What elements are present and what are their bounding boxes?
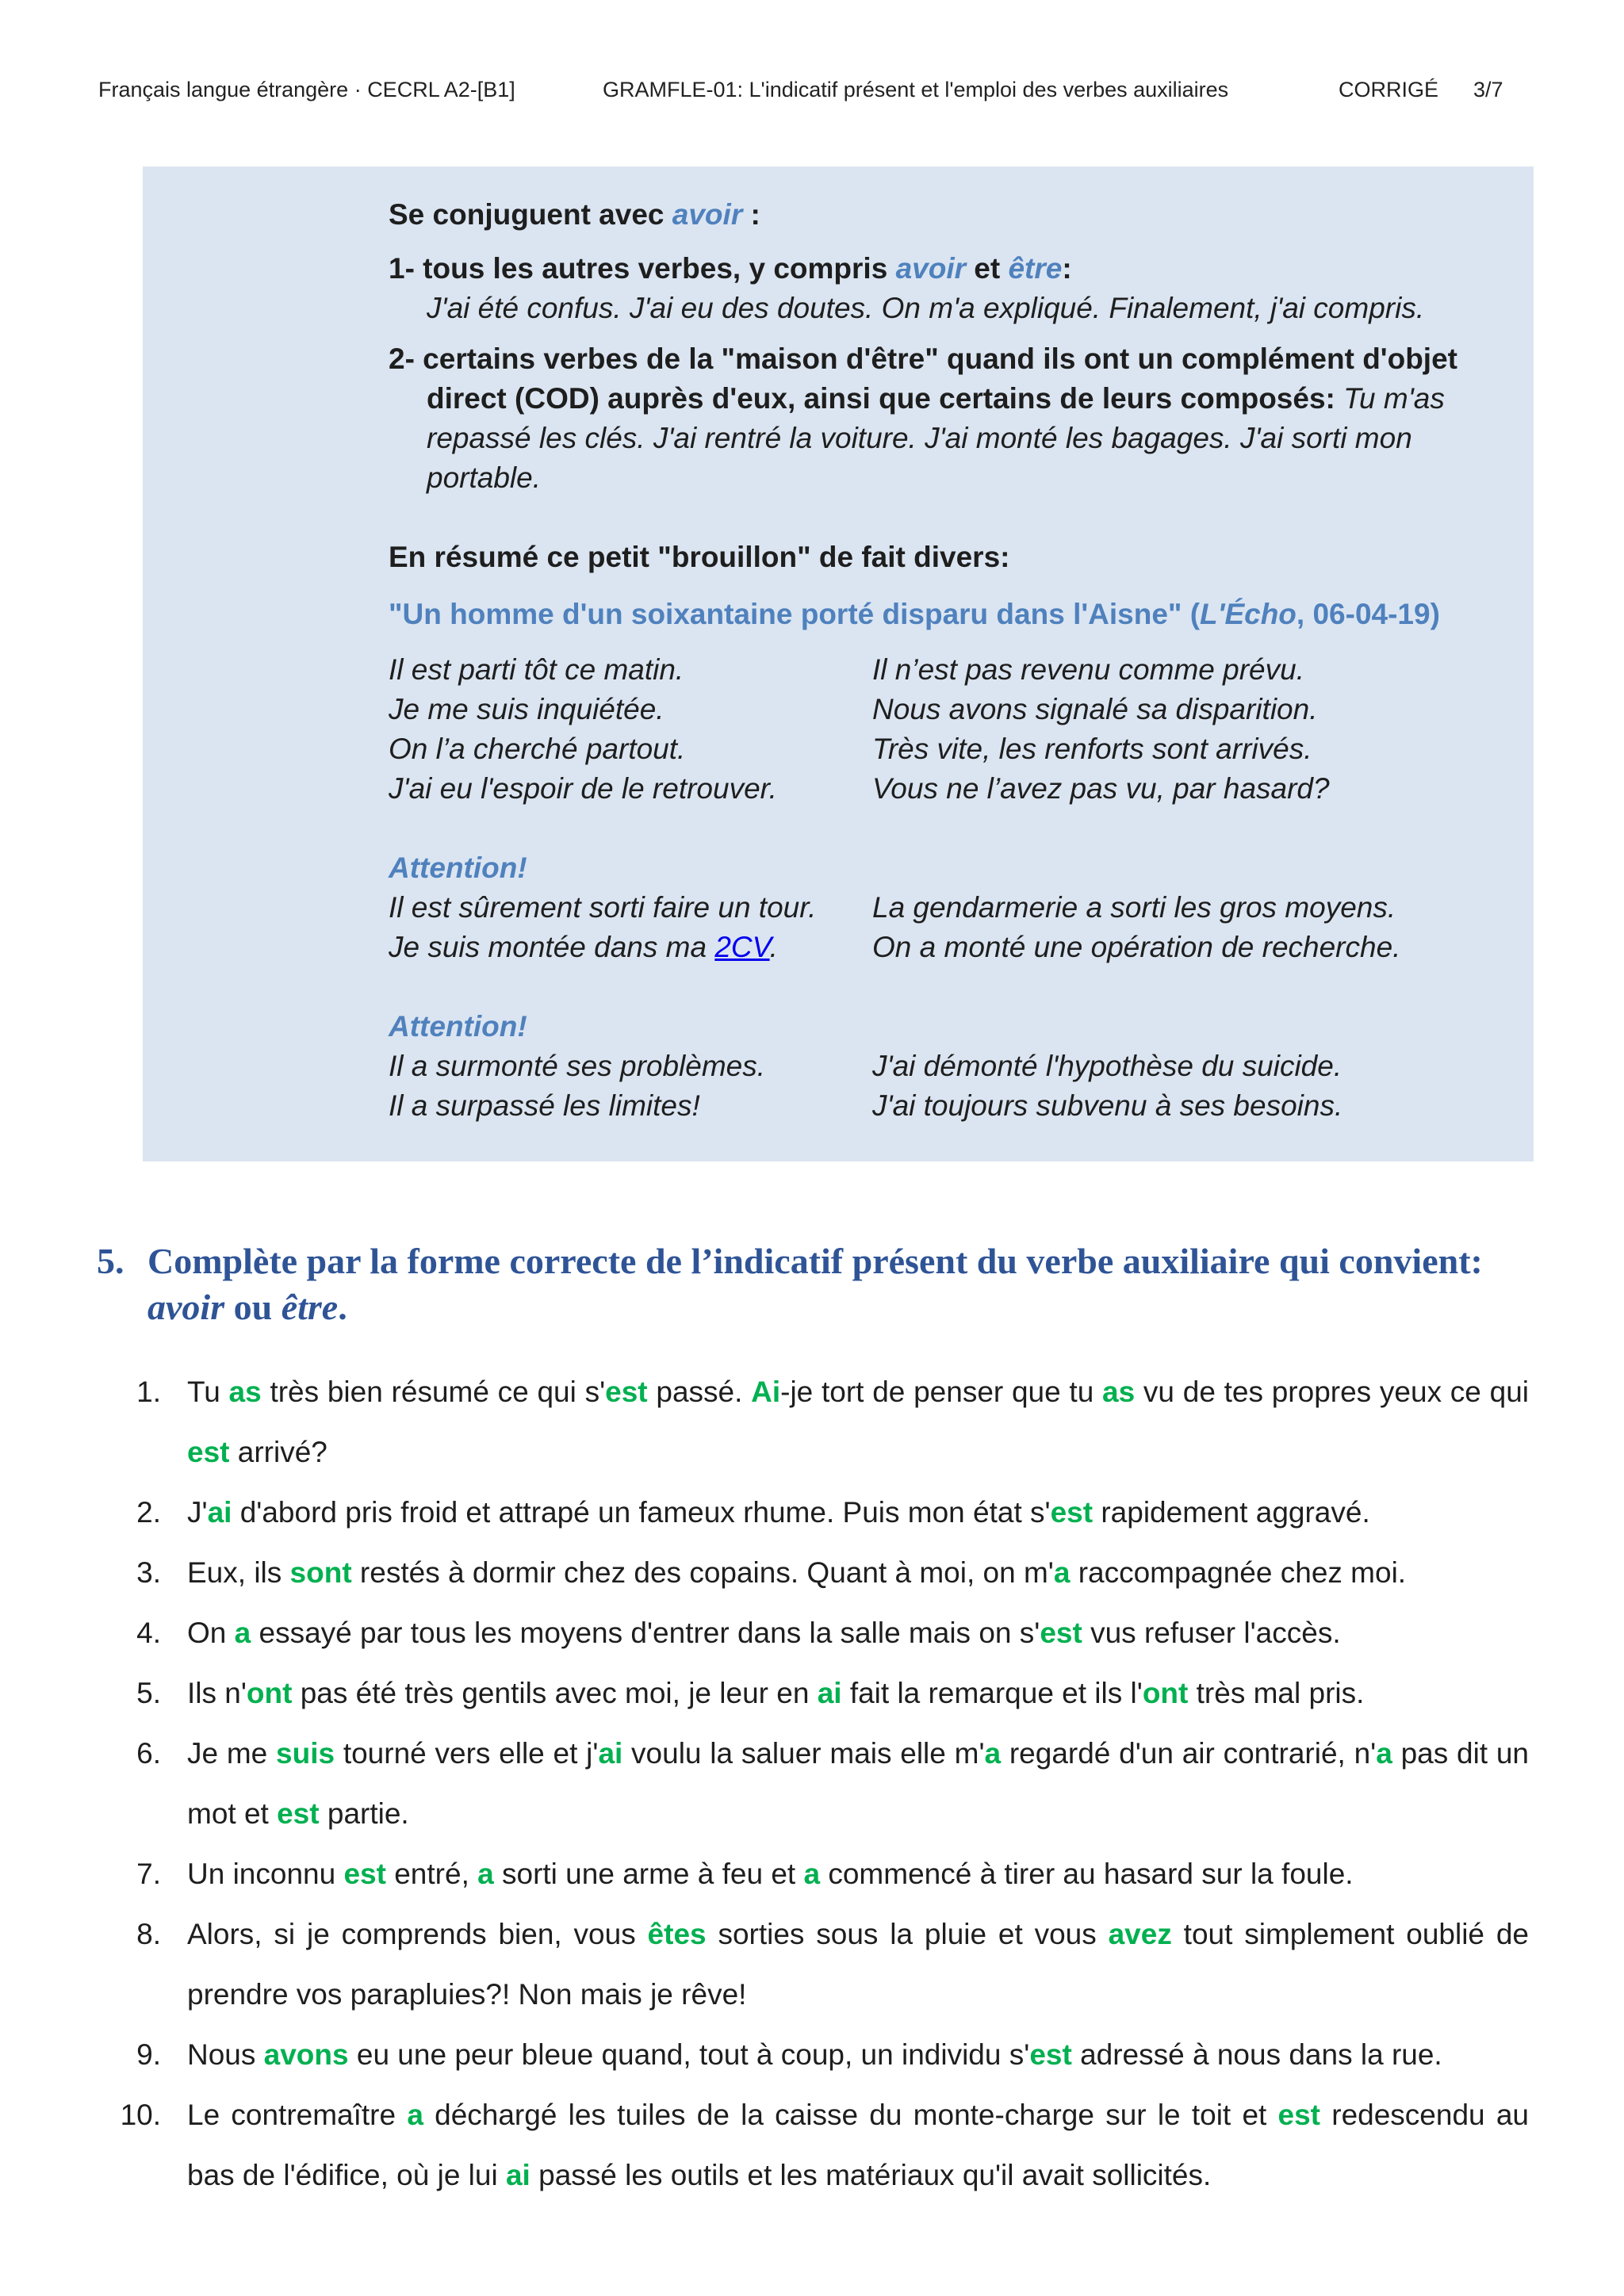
- story-right: Vous ne l’avez pas vu, par hasard?: [872, 772, 1330, 805]
- item-text: d'abord pris froid et attrapé un fameux rhume. Puis mon état s': [232, 1496, 1051, 1529]
- story-right: Il n’est pas revenu comme prévu.: [872, 653, 1304, 686]
- answer-auxiliary: sont: [289, 1556, 352, 1589]
- story-row: [389, 690, 1499, 729]
- rule1-avoir: avoir: [895, 252, 966, 285]
- rule1-etre: être: [1008, 252, 1063, 285]
- exercise-item: [0, 1603, 1624, 1663]
- answer-auxiliary: est: [1277, 2099, 1321, 2131]
- item-number: 2.: [136, 1496, 161, 1529]
- item-text: sorti une arme à feu et: [493, 1858, 804, 1890]
- item-number: 3.: [136, 1556, 161, 1589]
- item-text: pas été très gentils avec moi, je leur en: [292, 1677, 818, 1709]
- rule2-bold: direct (COD) auprès d'eux, ainsi que certains de leurs composés:: [427, 382, 1335, 415]
- item-number: 4.: [136, 1617, 161, 1649]
- heading-verb: avoir: [672, 198, 743, 231]
- answer-auxiliary: a: [1376, 1737, 1392, 1770]
- answer-auxiliary: ai: [598, 1737, 623, 1770]
- item-text: eu une peur bleue quand, tout à coup, un individu s': [348, 2038, 1030, 2071]
- item-text: J': [187, 1496, 208, 1529]
- spacer: [389, 498, 1499, 538]
- attention-right: On a monté une opération de recherche.: [872, 931, 1401, 963]
- story-row: [389, 769, 1499, 809]
- exercise-item: [0, 1543, 1624, 1603]
- 2cv-link[interactable]: 2CV: [714, 931, 770, 963]
- heading-colon: :: [742, 198, 760, 231]
- item-text: adressé à nous dans la rue.: [1071, 2038, 1442, 2071]
- rule2-example-start: Tu m'as: [1335, 382, 1445, 415]
- answer-auxiliary: as: [228, 1376, 262, 1408]
- item-number: 6.: [136, 1737, 161, 1770]
- rule1-and: et: [966, 252, 1009, 285]
- answer-auxiliary: ai: [817, 1677, 842, 1709]
- item-text: Ils n': [187, 1677, 247, 1709]
- item-text: tout simplement oublié de prendre vos parapluies?! Non mais je rêve!: [187, 1918, 1529, 2011]
- story-right: Nous avons signalé sa disparition.: [872, 693, 1318, 725]
- answer-auxiliary: a: [984, 1737, 1002, 1770]
- story-left: On l’a cherché partout.: [389, 733, 686, 765]
- answer-auxiliary: a: [803, 1858, 821, 1890]
- item-text: vu de tes propres yeux ce qui: [1135, 1376, 1529, 1408]
- exercise-title-etre: être: [281, 1287, 339, 1327]
- item-text: sorties sous la pluie et vous: [706, 1918, 1109, 1950]
- item-text: Nous: [187, 2038, 264, 2071]
- box-heading: [389, 195, 1499, 235]
- attention-left: Il a surmonté ses problèmes.: [389, 1050, 766, 1082]
- item-text: Le contremaître: [187, 2099, 408, 2131]
- item-text: restés à dormir chez des copains. Quant à moi, on m': [351, 1556, 1054, 1589]
- item-text: Tu: [187, 1376, 229, 1408]
- answer-auxiliary: est: [1050, 1496, 1094, 1529]
- item-text: partie.: [319, 1797, 409, 1830]
- item-text: Eux, ils: [187, 1556, 290, 1589]
- item-text: très bien résumé ce qui s': [261, 1376, 606, 1408]
- answer-auxiliary: est: [343, 1858, 386, 1890]
- item-text: très mal pris.: [1188, 1677, 1365, 1709]
- item-text: rapidement aggravé.: [1093, 1496, 1370, 1529]
- item-text: entré,: [385, 1858, 478, 1890]
- answer-auxiliary: a: [234, 1617, 251, 1649]
- exercise-title-avoir: avoir: [147, 1287, 225, 1327]
- item-text: voulu la saluer mais elle m': [622, 1737, 985, 1770]
- article-date: , 06-04-19): [1296, 598, 1440, 630]
- exercise-item: [0, 1724, 1624, 1844]
- item-text: Je me: [187, 1737, 277, 1770]
- rule-2-line-1: 2- certains verbes de la "maison d'être" quand ils ont un complément d'objet: [389, 342, 1457, 375]
- attention-right: La gendarmerie a sorti les gros moyens.: [872, 891, 1396, 924]
- answer-auxiliary: a: [477, 1858, 494, 1890]
- item-text: arrivé?: [229, 1436, 327, 1468]
- story-right: Très vite, les renforts sont arrivés.: [872, 733, 1312, 765]
- answer-auxiliary: ont: [246, 1677, 293, 1709]
- answer-auxiliary: est: [1040, 1617, 1082, 1649]
- answer-auxiliary: Ai: [751, 1376, 781, 1408]
- page-number: 3/7: [1473, 78, 1503, 101]
- item-number: 5.: [136, 1677, 161, 1709]
- article-source: L'Écho: [1200, 598, 1297, 630]
- summary-label: En résumé ce petit "brouillon" de fait divers:: [389, 541, 1010, 573]
- item-text: passé.: [647, 1376, 752, 1408]
- answer-auxiliary: avez: [1108, 1918, 1172, 1950]
- exercise-item: [0, 1362, 1624, 1483]
- item-text: raccompagnée chez moi.: [1070, 1556, 1407, 1589]
- story-row: [389, 729, 1499, 769]
- exercise-heading: [97, 1238, 1528, 1330]
- attention-label: Attention!: [389, 851, 527, 884]
- attention-text: Je suis montée dans ma: [389, 931, 715, 963]
- item-number: 8.: [136, 1918, 161, 1950]
- attention-row: [389, 888, 1499, 928]
- attention-row: [389, 1086, 1499, 1126]
- exercise-title-text: Complète par la forme correcte de l’indicatif présent du verbe auxiliaire qui convient:: [147, 1241, 1483, 1281]
- item-text: commencé à tirer au hasard sur la foule.: [820, 1858, 1354, 1890]
- item-text: -je tort de penser que tu: [780, 1376, 1103, 1408]
- course-label: Français langue étrangère · CECRL A2-[B1]: [98, 78, 515, 101]
- item-text: passé les outils et les matériaux qu'il avait sollicités.: [530, 2159, 1212, 2191]
- answer-auxiliary: est: [605, 1376, 648, 1408]
- answer-auxiliary: est: [277, 1797, 320, 1830]
- item-text: On: [187, 1617, 235, 1649]
- attention-row: [389, 1047, 1499, 1086]
- answer-auxiliary: êtes: [647, 1918, 707, 1950]
- item-text: fait la remarque et ils l': [841, 1677, 1143, 1709]
- corrige-label: CORRIGÉ: [1339, 78, 1439, 101]
- exercise-item: [0, 1663, 1624, 1724]
- attention-right: J'ai toujours subvenu à ses besoins.: [872, 1089, 1343, 1122]
- story-left: J'ai eu l'espoir de le retrouver.: [389, 772, 777, 805]
- answer-auxiliary: as: [1102, 1376, 1136, 1408]
- attention-right: J'ai démonté l'hypothèse du suicide.: [872, 1050, 1342, 1082]
- rule-2-line-3: repassé les clés. J'ai rentré la voiture. J'ai monté les bagages. J'ai sorti mon: [427, 422, 1412, 454]
- exercise-title-period: .: [338, 1287, 347, 1327]
- item-text: déchargé les tuiles de la caisse du monte-charge sur le toit et: [423, 2099, 1278, 2131]
- answer-auxiliary: suis: [276, 1737, 335, 1770]
- exercise-title: [147, 1238, 1528, 1330]
- item-text: vus refuser l'accès.: [1082, 1617, 1341, 1649]
- exercise-item: [0, 2025, 1624, 2085]
- page-header: [0, 78, 1624, 109]
- answer-auxiliary: a: [1053, 1556, 1071, 1589]
- story-left: Je me suis inquiétée.: [389, 693, 665, 725]
- attention-period: .: [769, 931, 778, 963]
- item-text: Un inconnu: [187, 1858, 344, 1890]
- article-headline: "Un homme d'un soixantaine porté disparu dans l'Aisne" (: [389, 598, 1201, 630]
- spacer: [389, 967, 1499, 1007]
- exercise-item: [0, 2085, 1624, 2206]
- attention-left: [389, 931, 778, 963]
- item-number: 10.: [120, 2099, 161, 2131]
- item-text: Alors, si je comprends bien, vous: [187, 1918, 648, 1950]
- item-text: tourné vers elle et j': [335, 1737, 599, 1770]
- answer-auxiliary: ai: [505, 2159, 530, 2191]
- item-text: essayé par tous les moyens d'entrer dans la salle mais on s': [251, 1617, 1040, 1649]
- answer-auxiliary: est: [187, 1436, 230, 1468]
- attention-left: Il a surpassé les limites!: [389, 1089, 700, 1122]
- item-text: pas dit un mot et: [187, 1737, 1529, 1830]
- attention-label: Attention!: [389, 1010, 527, 1043]
- answer-auxiliary: ont: [1142, 1677, 1189, 1709]
- attention-left: Il est sûrement sorti faire un tour.: [389, 891, 817, 924]
- article-title: [389, 595, 1499, 634]
- rule1-text: 1- tous les autres verbes, y compris: [389, 252, 896, 285]
- exercise-number: 5.: [97, 1241, 124, 1281]
- item-text: redescendu au bas de l'édifice, où je lui: [187, 2099, 1529, 2191]
- heading-text: Se conjuguent avec: [389, 198, 672, 231]
- item-text: regardé d'un air contrarié, n': [1001, 1737, 1377, 1770]
- rule1-colon: :: [1062, 252, 1072, 285]
- attention-row: [389, 928, 1499, 967]
- item-number: 9.: [136, 2038, 161, 2071]
- story-row: [389, 650, 1499, 690]
- rule-1-example: J'ai été confus. J'ai eu des doutes. On m'a expliqué. Finalement, j'ai compris.: [427, 292, 1425, 324]
- answer-auxiliary: a: [407, 2099, 423, 2131]
- exercise-item: [0, 1904, 1624, 2025]
- grammar-box: [143, 166, 1534, 1161]
- exercise-item: [0, 1844, 1624, 1904]
- rule-2-line-2: [389, 379, 1499, 419]
- rule-1: [389, 249, 1499, 289]
- item-number: 7.: [136, 1858, 161, 1890]
- exercise-item: [0, 1483, 1624, 1543]
- document-title: GRAMFLE-01: L'indicatif présent et l'emploi des verbes auxiliaires: [603, 78, 1229, 101]
- exercise-title-or: ou: [224, 1287, 282, 1327]
- spacer: [389, 809, 1499, 848]
- story-left: Il est parti tôt ce matin.: [389, 653, 684, 686]
- answer-auxiliary: est: [1029, 2038, 1072, 2071]
- answer-auxiliary: ai: [207, 1496, 232, 1529]
- answer-auxiliary: avons: [263, 2038, 349, 2071]
- rule-2-line-4: portable.: [427, 461, 541, 494]
- exercise-list: [0, 1362, 1624, 2206]
- item-number: 1.: [136, 1376, 161, 1408]
